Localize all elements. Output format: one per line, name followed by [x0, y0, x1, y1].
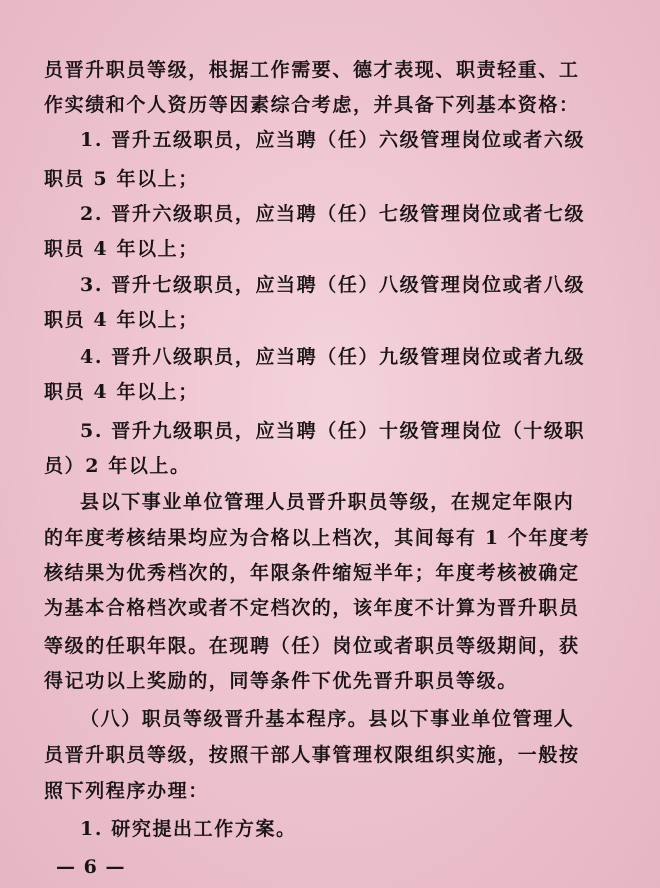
text-line: 作实绩和个人资历等因素综合考虑，并具备下列基本资格：	[44, 94, 580, 116]
text-line: 职员 4 年以上；	[44, 309, 199, 331]
text-line: 照下列程序办理：	[44, 780, 209, 802]
list-item-text: 1. 研究提出工作方案。	[80, 818, 297, 840]
page-number: — 6 —	[56, 856, 126, 878]
text-line: 核结果为优秀档次的，年限条件缩短半年；年度考核被确定	[44, 562, 580, 584]
text-line: 职员 4 年以上；	[44, 238, 199, 260]
section-heading-text: （八）职员等级晋升基本程序。县以下事业单位管理人	[80, 708, 575, 730]
text-line: 员晋升职员等级，按照干部人事管理权限组织实施，一般按	[44, 744, 580, 766]
text-line: 等级的任职年限。在现聘（任）岗位或者职员等级期间，获	[44, 635, 580, 657]
list-item-text: 2. 晋升六级职员，应当聘（任）七级管理岗位或者七级	[80, 203, 586, 225]
list-item-text: 5. 晋升九级职员，应当聘（任）十级管理岗位（十级职	[80, 420, 586, 442]
text-line: 员晋升职员等级，根据工作需要、德才表现、职责轻重、工	[44, 59, 580, 81]
list-item-text: 4. 晋升八级职员，应当聘（任）九级管理岗位或者九级	[80, 346, 586, 368]
text-line: 职员 5 年以上；	[44, 168, 199, 190]
text-line: 员）2 年以上。	[44, 455, 191, 477]
list-item-text: 1. 晋升五级职员，应当聘（任）六级管理岗位或者六级	[80, 129, 586, 151]
text-line: 得记功以上奖励的，同等条件下优先晋升职员等级。	[44, 670, 518, 692]
text-line: 职员 4 年以上；	[44, 381, 199, 403]
paragraph-text: 县以下事业单位管理人员晋升职员等级，在规定年限内	[80, 491, 575, 513]
list-item-text: 3. 晋升七级职员，应当聘（任）八级管理岗位或者八级	[80, 274, 586, 296]
text-line: 的年度考核结果均应为合格以上档次，其间每有 1 个年度考	[44, 527, 591, 549]
text-line: 为基本合格档次或者不定档次的，该年度不计算为晋升职员	[44, 597, 580, 619]
